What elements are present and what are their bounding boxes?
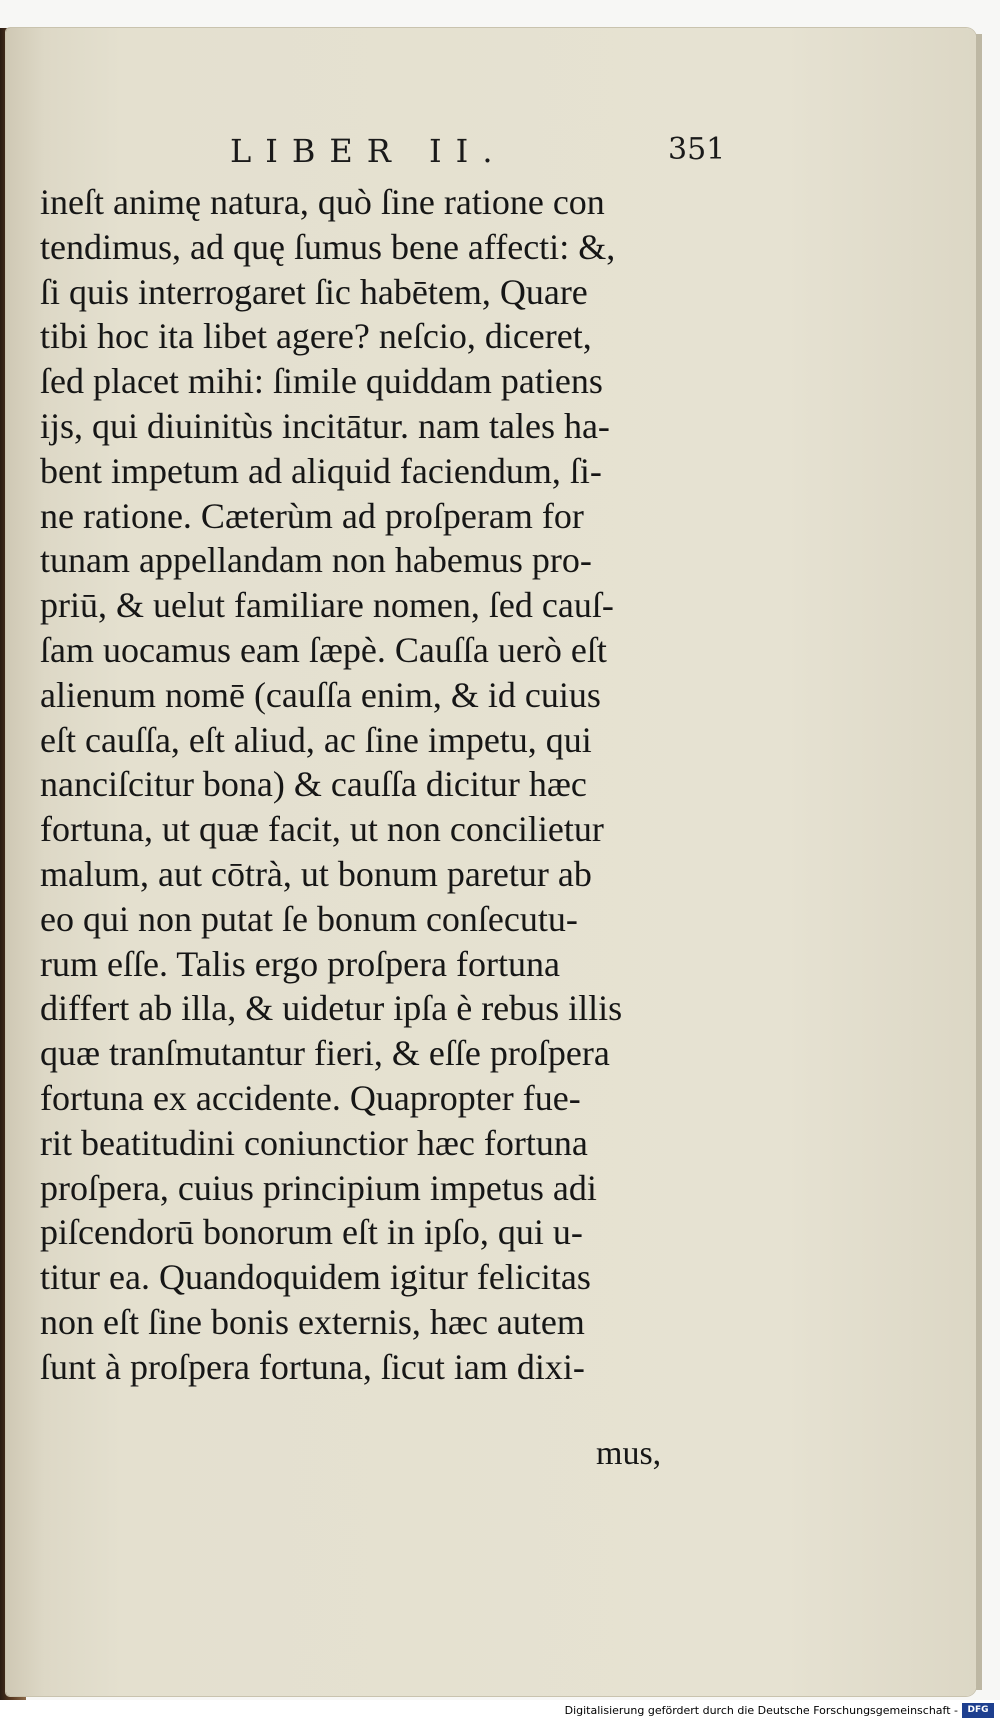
text-line: differt ab illa, & uidetur ipſa è rebus illis — [40, 988, 623, 1029]
text-line: fortuna, ut quæ facit, ut non concilietur — [40, 809, 604, 850]
text-line: ſunt à proſpera fortuna, ſicut iam dixi- — [40, 1346, 585, 1387]
text-line: quæ tranſmutantur fieri, & eſſe proſpera — [40, 1033, 610, 1074]
text-line: eo qui non putat ſe bonum conſecutu- — [40, 898, 578, 939]
text-block — [40, 180, 740, 1460]
scan-corner — [0, 0, 60, 28]
text-line: tendimus, ad quę ſumus bene affecti: &, — [40, 226, 616, 267]
text-line: tibi hoc ita libet agere? neſcio, diceret, — [40, 316, 592, 357]
text-line: rum eſſe. Talis ergo proſpera fortuna — [40, 943, 560, 984]
text-line: proſpera, cuius principium impetus adi — [40, 1167, 597, 1208]
catchword: mus, — [596, 1435, 662, 1472]
text-line: tunam appellandam non habemus pro- — [40, 540, 592, 581]
text-line: fortuna ex accidente. Quapropter fue- — [40, 1077, 581, 1118]
text-line: ſed placet mihi: ſimile quiddam patiens — [40, 361, 603, 402]
dfg-logo: DFG — [962, 1703, 994, 1718]
text-line: priū, & uelut familiare nomen, ſed cauſ- — [40, 585, 614, 626]
text-line: ijs, qui diuinitùs incitātur. nam tales ha- — [40, 405, 610, 446]
text-line: bent impetum ad aliquid faciendum, ſi- — [40, 450, 602, 491]
text-line: piſcendorū bonorum eſt in ipſo, qui u- — [40, 1212, 583, 1253]
text-line: titur ea. Quandoquidem igitur felicitas — [40, 1257, 591, 1298]
running-head: LIBER II. — [230, 132, 507, 170]
page-edge — [976, 34, 982, 1690]
text-line: ne ratione. Cæterùm ad proſperam for — [40, 495, 584, 536]
text-line: alienum nomē (cauſſa enim, & id cuius — [40, 674, 601, 715]
text-line: non eſt ſine bonis externis, hæc autem — [40, 1301, 585, 1342]
funding-notice: Digitalisierung gefördert durch die Deutsche Forschungsgemeinschaft - — [564, 1704, 958, 1717]
text-line: malum, aut cōtrà, ut bonum paretur ab — [40, 853, 592, 894]
text-line: ſam uocamus eam ſæpè. Cauſſa uerò eſt — [40, 629, 607, 670]
text-line: ineſt animę natura, quò ſine ratione con — [40, 182, 605, 222]
text-line: nanciſcitur bona) & cauſſa dicitur hæc — [40, 764, 587, 805]
text-line: rit beatitudini coniunctior hæc fortuna — [40, 1122, 588, 1163]
page-number: 351 — [668, 132, 726, 167]
text-line: ſi quis interrogaret ſic habētem, Quare — [40, 271, 588, 312]
text-line: eſt cauſſa, eſt aliud, ac ſine impetu, qui — [40, 719, 592, 760]
